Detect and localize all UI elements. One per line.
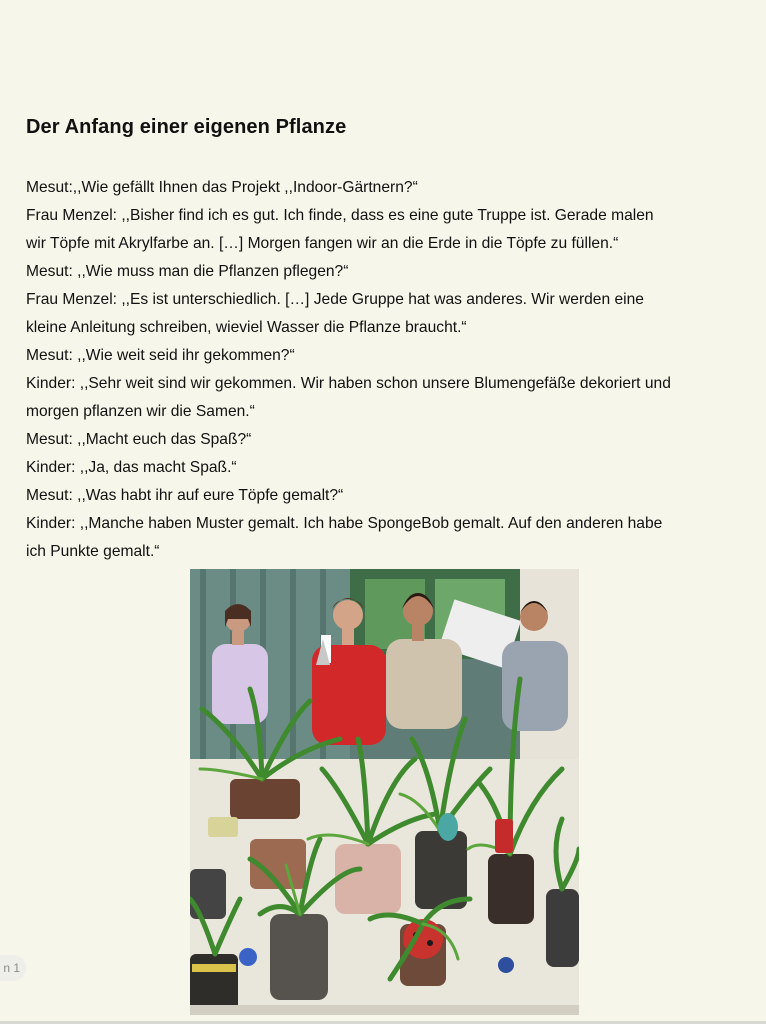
text-line: wir Töpfe mit Akrylfarbe an. […] Morgen fangen wir an die Erde in die Töpfe zu füllen.“: [26, 235, 619, 252]
text-line: ich Punkte gemalt.“: [26, 543, 160, 560]
text-line: morgen pflanzen wir die Samen.“: [26, 403, 255, 420]
text-line: Mesut: ,,Wie weit seid ihr gekommen?“: [26, 347, 295, 364]
text-line: Mesut: ,,Macht euch das Spaß?“: [26, 431, 252, 448]
text-line: Frau Menzel: ,,Bisher find ich es gut. Ich finde, dass es eine gute Truppe ist. Gerade malen: [26, 207, 654, 224]
text-line: Mesut:,,Wie gefällt Ihnen das Projekt ,,Indoor-Gärtnern?“: [26, 179, 418, 196]
text-line: kleine Anleitung schreiben, wieviel Wasser die Pflanze braucht.“: [26, 319, 467, 336]
text-line: Kinder: ,,Manche haben Muster gemalt. Ich habe SpongeBob gemalt. Auf den anderen habe: [26, 515, 663, 532]
interview-text: [26, 174, 746, 566]
classroom-plants-photo: [190, 569, 579, 1015]
page-indicator[interactable]: n 1: [0, 955, 26, 981]
page-title: Der Anfang einer eigenen Pflanze: [26, 116, 347, 138]
text-line: Mesut: ,,Was habt ihr auf eure Töpfe gemalt?“: [26, 487, 344, 504]
text-line: Kinder: ,,Sehr weit sind wir gekommen. Wir haben schon unsere Blumengefäße dekoriert und: [26, 375, 671, 392]
text-line: Mesut: ,,Wie muss man die Pflanzen pflegen?“: [26, 263, 349, 280]
text-line: Kinder: ,,Ja, das macht Spaß.“: [26, 459, 237, 476]
text-line: Frau Menzel: ,,Es ist unterschiedlich. […] Jede Gruppe hat was anderes. Wir werden eine: [26, 291, 644, 308]
